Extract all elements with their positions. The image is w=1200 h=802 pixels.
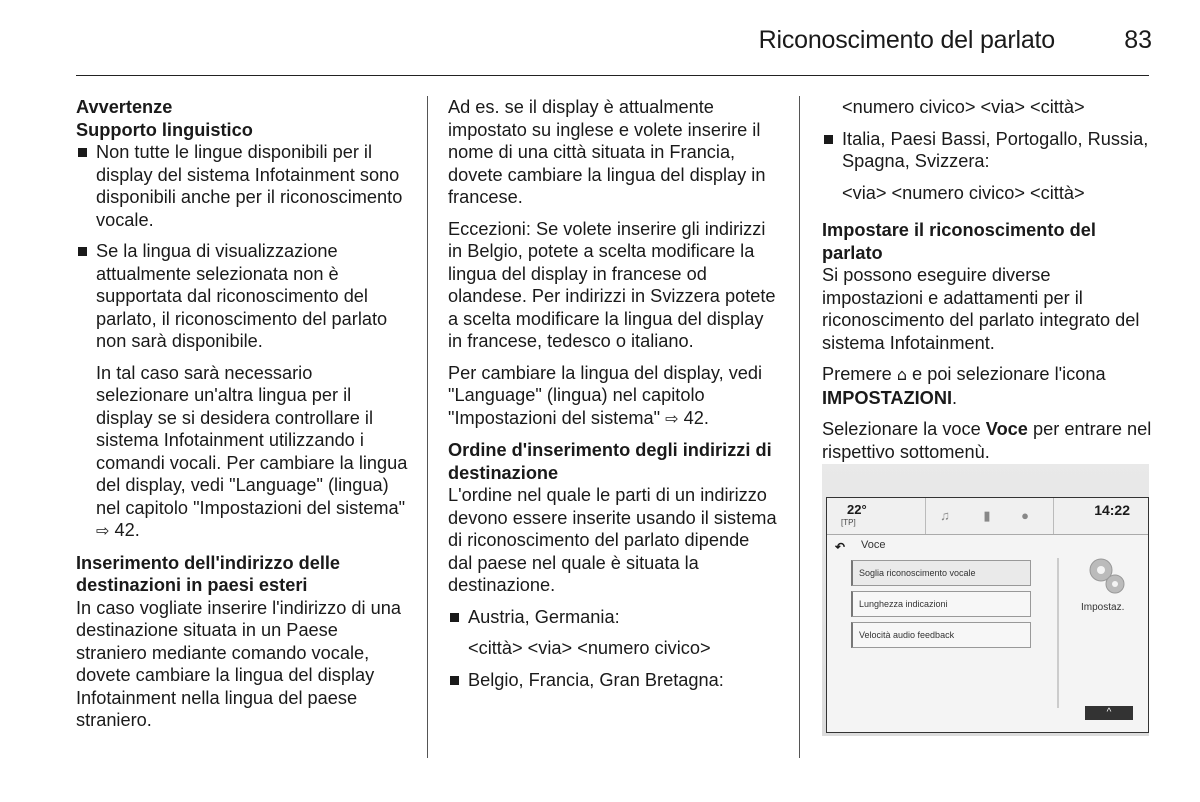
divider [925, 498, 926, 534]
paragraph: Eccezioni: Se volete inserire gli indirizzi in Belgio, potete a scelta modificare la lingua del display in francese od olandese. Per indirizzi in Svizzera potete a scelta modificare la lingua del display in francese, tedesco o italiano. [448, 218, 776, 351]
address-order: <via> <numero civico> <città> [842, 182, 1085, 203]
tp-indicator: [TP] [841, 518, 856, 527]
column-divider [799, 96, 800, 758]
paragraph: Premere ⌂ e poi selezionare l'icona IMPOSTAZIONI. [822, 364, 1106, 408]
back-icon[interactable]: ↶ [835, 540, 846, 554]
paragraph: Per cambiare la lingua del display, vedi "Language" (lingua) nel capitolo "Impostazioni del sistema" ⇨ 42. [448, 362, 763, 428]
list-item: Belgio, Francia, Gran Bretagna: [448, 669, 778, 692]
voce-label: Voce [985, 419, 1028, 439]
list-item: Italia, Paesi Bassi, Portogallo, Russia, Spagna, Svizzera: [822, 128, 1152, 173]
divider [1053, 498, 1054, 534]
address-order: <città> <via> <numero civico> [468, 638, 711, 658]
infotainment-screenshot [822, 464, 1149, 736]
section-heading: Avvertenze [76, 97, 173, 117]
paragraph: In caso vogliate inserire l'indirizzo di una destinazione situata in un Paese straniero mediante comando vocale, dovete cambiare la lingua del display Infotainment nella lingua del paese straniero. [76, 597, 401, 730]
column-2 [448, 96, 778, 700]
bullet-list [822, 128, 1152, 173]
settings-shortcut-label[interactable]: Impostaz. [1081, 602, 1125, 613]
paragraph: Ad es. se il display è attualmente impostato su inglese e volete inserire il nome di una città situata in Francia, dovete cambiare la lingua del display in francese. [448, 97, 766, 207]
paragraph: Si possono eseguire diverse impostazioni e adattamenti per il riconoscimento del parlato integrato del sistema Infotainment. [822, 265, 1140, 353]
settings-label: IMPOSTAZIONI [822, 387, 953, 408]
column-divider [427, 96, 428, 758]
subsection-heading: Supporto linguistico [76, 119, 253, 140]
menu-item-velocita[interactable]: Velocità audio feedback [851, 622, 1031, 648]
gear-icon[interactable] [1081, 550, 1131, 600]
menu-header [827, 538, 1057, 556]
home-icon: ⌂ [896, 365, 907, 384]
screen-display [826, 497, 1149, 733]
subsection-heading: Ordine d'inserimento degli indirizzi di destinazione [448, 440, 772, 483]
reference-arrow-icon: ⇨ [96, 521, 110, 540]
subsection-heading: Inserimento dell'indirizzo delle destinazioni in paesi esteri [76, 552, 341, 595]
record-icon[interactable]: ● [1021, 508, 1029, 523]
status-bar [827, 498, 1148, 535]
music-icon[interactable]: ♫ [940, 508, 950, 523]
bullet-list [76, 141, 408, 353]
column-3 [822, 96, 1152, 472]
menu-item-lunghezza[interactable]: Lunghezza indicazioni [851, 591, 1031, 617]
paragraph: Selezionare la voce Voce per entrare nel rispettivo sottomenù. [822, 419, 1152, 462]
divider [1057, 558, 1059, 708]
list-item: Non tutte le lingue disponibili per il display del sistema Infotainment sono disponibili anche per il riconoscimento vocale. [76, 141, 408, 231]
address-order: <numero civico> <via> <città> [842, 97, 1085, 117]
indented-paragraph: In tal caso sarà necessario selezionare un'altra lingua per il display se si desidera controllare il sistema Infotainment utilizzando i comandi vocali. Per cambiare la lingua del display, vedi "Language" (lingua) nel capitolo "Impostazioni del sistema" ⇨ 42. [96, 362, 408, 540]
header-divider [76, 75, 1149, 76]
clock: 14:22 [1094, 502, 1130, 518]
paragraph: L'ordine nel quale le parti di un indirizzo devono essere inserite usando il sistema di riconoscimento del parlato dipende dal paese nel quale è situata la destinazione. [448, 485, 777, 595]
bullet-list [448, 669, 778, 692]
scroll-up-button[interactable]: ^ [1085, 706, 1133, 720]
bullet-list [448, 606, 778, 629]
menu-title: Voce [861, 539, 886, 551]
column-1 [76, 96, 408, 741]
phone-icon[interactable]: ▮ [983, 508, 991, 523]
list-item: Austria, Germania: [448, 606, 778, 629]
page-number: 83 [1124, 26, 1152, 54]
temperature: 22° [847, 502, 867, 517]
menu-item-soglia[interactable]: Soglia riconoscimento vocale [851, 560, 1031, 586]
subsection-heading: Impostare il riconoscimento del parlato [822, 220, 1096, 263]
reference-arrow-icon: ⇨ [665, 408, 679, 428]
chapter-title: Riconoscimento del parlato [758, 26, 1055, 54]
list-item: Se la lingua di visualizzazione attualmente selezionata non è supportata dal riconoscimento del parlato, il riconoscimento del parlato non sarà disponibile. [76, 240, 408, 353]
